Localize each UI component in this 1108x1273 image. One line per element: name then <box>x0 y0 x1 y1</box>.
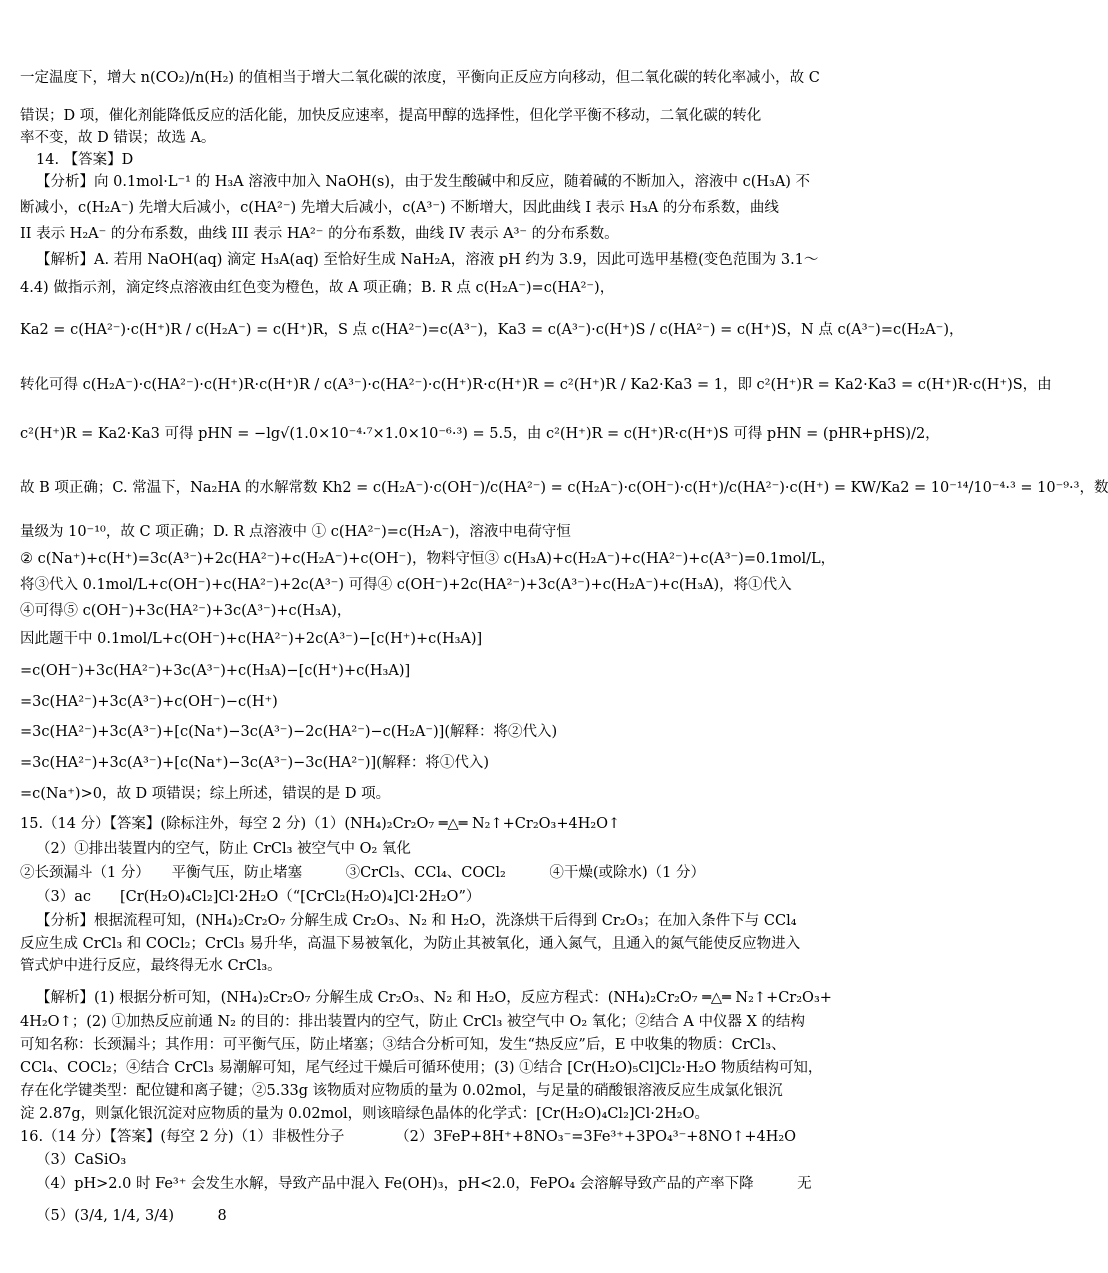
text-line: 管式炉中进行反应，最终得无水 CrCl₃。 <box>20 958 282 974</box>
text-line: ② c(Na⁺)+c(H⁺)=3c(A³⁻)+2c(HA²⁻)+c(H₂A⁻)+c(OH⁻)，物料守恒③ c(H₃A)+c(H₂A⁻)+c(HA²⁻)+c(A³⁻)=0.1mol/L， <box>20 551 836 567</box>
text-line: 4H₂O↑；(2) ①加热反应前通 N₂ 的目的：排出装置内的空气，防止 CrCl₃ 被空气中 O₂ 氧化；②结合 A 中仪器 X 的结构 <box>20 1014 806 1030</box>
text-line: 量级为 10⁻¹⁰，故 C 项正确；D. R 点溶液中 ① c(HA²⁻)=c(H₂A⁻)，溶液中电荷守恒 <box>20 524 571 540</box>
text-line: II 表示 H₂A⁻ 的分布系数，曲线 III 表示 HA²⁻ 的分布系数，曲线 IV 表示 A³⁻ 的分布系数。 <box>20 226 619 242</box>
text-line: =3c(HA²⁻)+3c(A³⁻)+[c(Na⁺)−3c(A³⁻)−3c(HA²⁻)](解释：将①代入) <box>20 755 489 771</box>
text-line: 【分析】根据流程可知，(NH₄)₂Cr₂O₇ 分解生成 Cr₂O₃、N₂ 和 H₂O，洗涤烘干后得到 Cr₂O₃；在加入条件下与 CCl₄ <box>36 913 797 929</box>
text-line: 存在化学键类型：配位键和离子键；②5.33g 该物质对应物质的量为 0.02mol，与足量的硝酸银溶液反应生成氯化银沉 <box>20 1083 783 1099</box>
text-line: =3c(HA²⁻)+3c(A³⁻)+c(OH⁻)−c(H⁺) <box>20 694 278 710</box>
text-line: 可知名称：长颈漏斗；其作用：可平衡气压，防止堵塞；③结合分析可知，发生“热反应”后，E 中收集的物质：CrCl₃、 <box>20 1037 786 1053</box>
text-line: 4.4) 做指示剂，滴定终点溶液由红色变为橙色，故 A 项正确；B. R 点 c(H₂A⁻)=c(HA²⁻)， <box>20 280 615 296</box>
text-line: （2）①排出装置内的空气，防止 CrCl₃ 被空气中 O₂ 氧化 <box>36 841 411 857</box>
text-line: =c(Na⁺)>0，故 D 项错误；综上所述，错误的是 D 项。 <box>20 786 391 802</box>
text-line: 【解析】(1) 根据分析可知，(NH₄)₂Cr₂O₇ 分解生成 Cr₂O₃、N₂ 和 H₂O，反应方程式：(NH₄)₂Cr₂O₇ ═△═ N₂↑+Cr₂O₃+ <box>36 990 832 1006</box>
text-line: 反应生成 CrCl₃ 和 COCl₂；CrCl₃ 易升华，高温下易被氧化，为防止其被氧化，通入氮气，且通入的氮气能使反应物进入 <box>20 936 801 952</box>
text-line: （5）(3/4, 1/4, 3/4) 8 <box>36 1208 227 1224</box>
text-line: （4）pH>2.0 时 Fe³⁺ 会发生水解，导致产品中混入 Fe(OH)₃，pH<2.0，FePO₄ 会溶解导致产品的产率下降 无 <box>36 1176 812 1192</box>
text-line: Ka2 = c(HA²⁻)·c(H⁺)R / c(H₂A⁻) = c(H⁺)R，S 点 c(HA²⁻)=c(A³⁻)，Ka3 = c(A³⁻)·c(H⁺)S / c(HA²⁻) = c(H⁺)S，N 点 c(A³⁻)=c(H₂A⁻)， <box>20 322 964 338</box>
text-line: =3c(HA²⁻)+3c(A³⁻)+[c(Na⁺)−3c(A³⁻)−2c(HA²⁻)−c(H₂A⁻)](解释：将②代入) <box>20 724 558 740</box>
text-line: 15.（14 分）【答案】(除标注外，每空 2 分)（1）(NH₄)₂Cr₂O₇ ═△═ N₂↑+Cr₂O₃+4H₂O↑ <box>20 816 621 832</box>
text-line: 淀 2.87g，则氯化银沉淀对应物质的量为 0.02mol，则该暗绿色晶体的化学式：[Cr(H₂O)₄Cl₂]Cl·2H₂O。 <box>20 1106 709 1122</box>
text-line: （3）CaSiO₃ <box>36 1152 127 1168</box>
text-line: 错误；D 项，催化剂能降低反应的活化能，加快反应速率，提高甲醇的选择性，但化学平衡不移动，二氧化碳的转化 <box>20 108 762 124</box>
text-line: CCl₄、COCl₂；④结合 CrCl₃ 易潮解可知，尾气经过干燥后可循环使用；(3) ①结合 [Cr(H₂O)₅Cl]Cl₂·H₂O 物质结构可知， <box>20 1060 823 1076</box>
text-line: （3）ac [Cr(H₂O)₄Cl₂]Cl·2H₂O（“[CrCl₂(H₂O)₄]Cl·2H₂O”） <box>36 889 481 905</box>
text-line: 一定温度下，增大 n(CO₂)/n(H₂) 的值相当于增大二氧化碳的浓度，平衡向正反应方向移动，但二氧化碳的转化率减小，故 C <box>20 70 820 86</box>
text-line: ④可得⑤ c(OH⁻)+3c(HA²⁻)+3c(A³⁻)+c(H₃A)， <box>20 603 352 619</box>
text-line: ②长颈漏斗（1 分） 平衡气压，防止堵塞 ③CrCl₃、CCl₄、COCl₂ ④干燥(或除水)（1 分） <box>20 865 705 881</box>
text-line: c²(H⁺)R = Ka2·Ka3 可得 pHN = −lg√(1.0×10⁻⁴·⁷×1.0×10⁻⁶·³) = 5.5，由 c²(H⁺)R = c(H⁺)R·c(H⁺)S 可得 pHN = (pHR+pHS)/2， <box>20 426 940 442</box>
text-line: 【分析】向 0.1mol·L⁻¹ 的 H₃A 溶液中加入 NaOH(s)，由于发生酸碱中和反应，随着碱的不断加入，溶液中 c(H₃A) 不 <box>36 174 811 190</box>
text-line: 转化可得 c(H₂A⁻)·c(HA²⁻)·c(H⁺)R·c(H⁺)R / c(A³⁻)·c(HA²⁻)·c(H⁺)R·c(H⁺)R = c²(H⁺)R / Ka2·Ka3 = 1，即 c²(H⁺)R = Ka2·Ka3 = c(H⁺)R·c(H⁺)S，由 <box>20 377 1052 393</box>
text-line: =c(OH⁻)+3c(HA²⁻)+3c(A³⁻)+c(H₃A)−[c(H⁺)+c(H₃A)] <box>20 663 411 679</box>
text-line: 率不变，故 D 错误；故选 A。 <box>20 130 216 146</box>
text-line: 【解析】A. 若用 NaOH(aq) 滴定 H₃A(aq) 至恰好生成 NaH₂A，溶液 pH 约为 3.9，因此可选甲基橙(变色范围为 3.1～ <box>36 252 819 268</box>
text-line: 16.（14 分）【答案】(每空 2 分)（1）非极性分子 （2）3FeP+8H⁺+8NO₃⁻=3Fe³⁺+3PO₄³⁻+8NO↑+4H₂O <box>20 1129 797 1145</box>
text-line: 14. 【答案】D <box>36 152 134 168</box>
text-line: 因此题干中 0.1mol/L+c(OH⁻)+c(HA²⁻)+2c(A³⁻)−[c(H⁺)+c(H₃A)] <box>20 631 483 647</box>
text-line: 断减小，c(H₂A⁻) 先增大后减小，c(HA²⁻) 先增大后减小，c(A³⁻) 不断增大，因此曲线 I 表示 H₃A 的分布系数，曲线 <box>20 200 779 216</box>
text-line: 将③代入 0.1mol/L+c(OH⁻)+c(HA²⁻)+2c(A³⁻) 可得④ c(OH⁻)+2c(HA²⁻)+3c(A³⁻)+c(H₂A⁻)+c(H₃A)，将①代入 <box>20 577 792 593</box>
text-line: 故 B 项正确；C. 常温下，Na₂HA 的水解常数 Kh2 = c(H₂A⁻)·c(OH⁻)/c(HA²⁻) = c(H₂A⁻)·c(OH⁻)·c(H⁺)/c(HA²⁻)·c(H⁺) = KW/Ka2 = 10⁻¹⁴/10⁻⁴·³ = 10⁻⁹·³，数 <box>20 480 1108 496</box>
